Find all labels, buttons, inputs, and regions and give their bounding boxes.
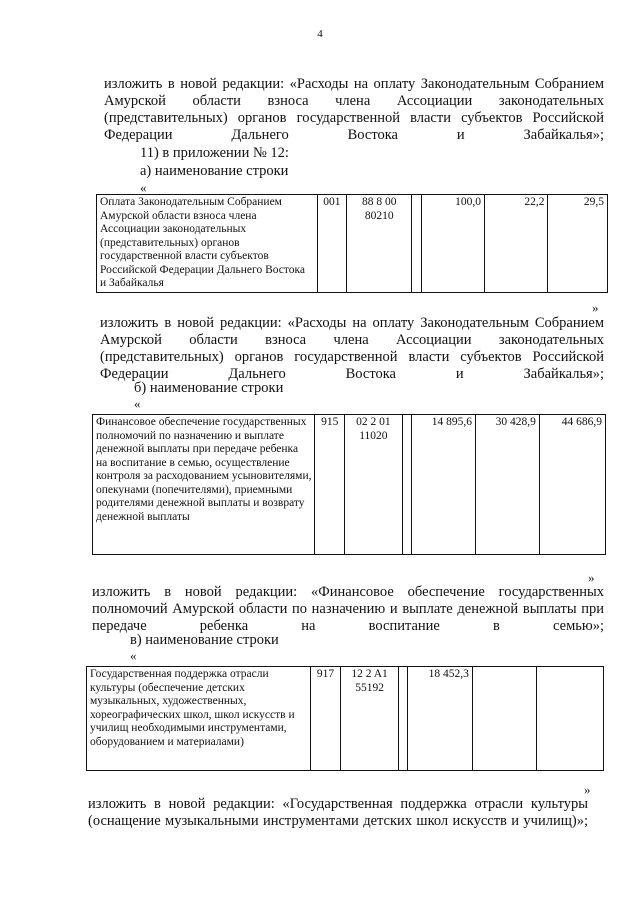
paragraph-2: изложить в новой редакции: «Расходы на оплату Законодательным Собранием Амурской области взноса члена Ассоциации законодательных (представительных) органов государственной власти субъектов Российской Федерации Дальнего Востока и Забайкалья»; [100,315,604,382]
row-code: 001 [317,195,346,293]
row-value-1: 14 895,6 [411,415,475,555]
row-name: Финансовое обеспечение государственных полномочий по назначению и выплате денежной выплаты при передаче ребенка на воспитание в семью, осуществление контроля за расходованием усыновителями, опекунами (попечителями), приемными родителями денежной выплаты и возврату денежной выплаты [93,415,315,555]
table-row-1 [96,194,608,293]
open-quote-2: « [134,396,141,411]
row-value-1: 18 452,3 [408,667,472,771]
row-code: 915 [315,415,344,555]
row-empty [402,415,411,555]
item-v: в) наименование строки [130,632,279,648]
row-name: Оплата Законодательным Собранием Амурской области взноса члена Ассоциации законодательных (представительных) органов государственной власти субъектов Российской Федерации Дальнего Востока и Забайкалья [97,195,318,293]
item-11: 11) в приложении № 12: [140,145,289,161]
page-number: 4 [317,28,323,40]
row-value-1: 100,0 [421,195,484,293]
row-value-3: 29,5 [548,195,608,293]
row-code: 917 [311,667,341,771]
table-row-2 [92,414,606,555]
item-a: а) наименование строки [140,163,289,179]
close-quote-2: » [588,570,595,585]
close-quote-3: » [584,782,591,797]
close-quote-1: » [592,300,599,315]
row-article: 02 2 01 11020 [344,415,402,555]
open-quote-1: « [140,180,147,195]
table-row-3 [86,666,604,771]
row-value-2: 30 428,9 [475,415,539,555]
paragraph-4: изложить в новой редакции: «Государственная поддержка отрасли культуры (оснащение музыкальными инструментами детских школ искусств и училищ)»; [88,796,588,829]
row-article: 88 8 00 80210 [346,195,412,293]
item-b: б) наименование строки [134,380,284,396]
row-name: Государственная поддержка отрасли культуры (обеспечение детских музыкальных, художественных, хореографических школ, школ искусств и училищ необходимыми инструментами, оборудованием и материалами) [87,667,311,771]
paragraph-3: изложить в новой редакции: «Финансовое обеспечение государственных полномочий Амурской области по назначению и выплате денежной выплаты при передаче ребенка на воспитание в семью»; [92,584,604,634]
row-value-2 [472,667,536,771]
paragraph-1: изложить в новой редакции: «Расходы на оплату Законодательным Собранием Амурской области взноса члена Ассоциации законодательных (представительных) органов государственной власти субъектов Российской Федерации Дальнего Востока и Забайкалья»; [104,76,604,143]
open-quote-3: « [130,648,137,663]
row-empty [399,667,408,771]
row-value-2: 22,2 [484,195,547,293]
row-value-3: 44 686,9 [539,415,605,555]
row-value-3 [537,667,604,771]
row-article: 12 2 A1 55192 [340,667,398,771]
row-empty [412,195,421,293]
